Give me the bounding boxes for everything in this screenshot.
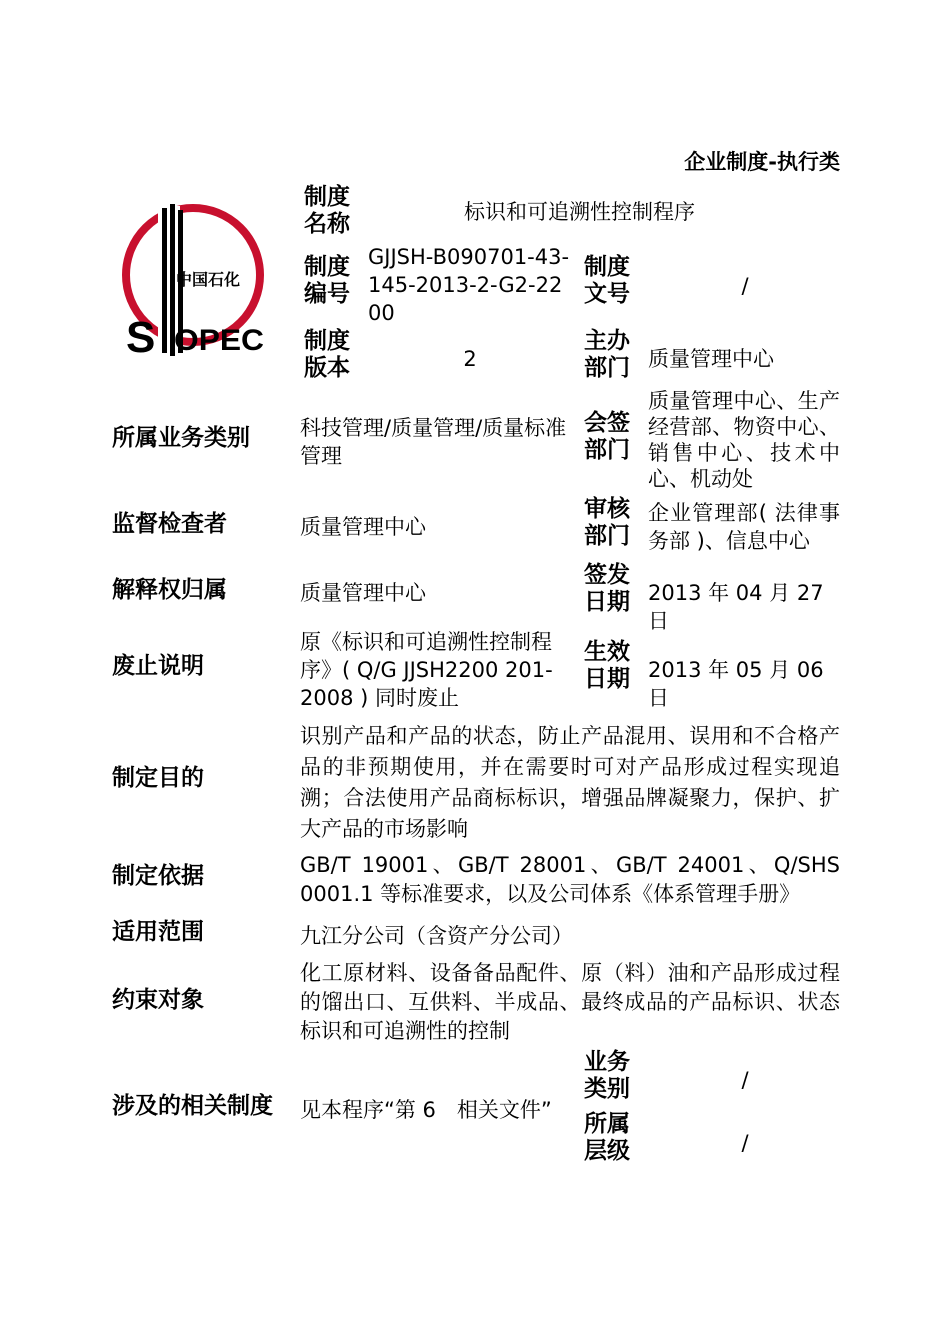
label-objects: 约束对象: [112, 987, 204, 1013]
label-level: 所属层级: [584, 1111, 630, 1164]
label-abolish: 废止说明: [112, 653, 204, 679]
value-purpose: 识别产品和产品的状态，防止产品混用、误用和不合格产品的非预期使用，并在需要时可对产品形成过程实现追溯；合法使用产品商标标识，增强品牌凝聚力，保护、扩大产品的市场影响: [300, 724, 840, 841]
label-host-dept: 主办部门: [584, 328, 630, 381]
value-issue-date: 2013 年 04 月 27 日: [648, 581, 824, 633]
sinopec-logo: [118, 200, 268, 360]
svg-text:S: S: [126, 313, 156, 360]
label-related: 涉及的相关制度: [112, 1093, 273, 1119]
label-version: 制度版本: [304, 328, 350, 381]
label-issue-date: 签发日期: [584, 562, 630, 615]
label-countersign: 会签部门: [584, 410, 630, 463]
logo-chinese-text: 中国石化: [176, 270, 241, 289]
label-scope: 适用范围: [112, 919, 204, 945]
value-version: 2: [463, 347, 477, 371]
sinopec-logo-graphic: [118, 200, 268, 360]
label-number: 制度编号: [304, 254, 350, 307]
value-basis: GB/T 19001、GB/T 28001、GB/T 24001、Q/SHS 0001.1 等标准要求，以及公司体系《体系管理手册》: [300, 853, 840, 906]
value-doc-no: /: [741, 274, 749, 298]
label-supervisor: 监督检查者: [112, 511, 227, 537]
value-supervisor: 质量管理中心: [300, 515, 426, 539]
value-number: GJJSH-B090701-43-145-2013-2-G2-2200: [368, 245, 570, 325]
value-business-type: 科技管理/质量管理/质量标准管理: [300, 416, 567, 468]
value-host-dept: 质量管理中心: [648, 347, 774, 371]
label-name: 制度名称: [304, 184, 350, 237]
value-scope: 九江分公司（含资产分公司）: [300, 924, 573, 948]
value-biz-category: /: [741, 1068, 749, 1092]
label-effective-date: 生效日期: [584, 639, 630, 692]
value-abolish: 原《标识和可追溯性控制程序》( Q/G JJSH2200 201-2008 ) 同时废止: [300, 630, 553, 710]
label-basis: 制定依据: [112, 863, 204, 889]
label-interpretation: 解释权归属: [112, 577, 227, 603]
document-category: 企业制度-执行类: [684, 150, 840, 174]
label-business-type: 所属业务类别: [112, 425, 250, 451]
label-purpose: 制定目的: [112, 765, 204, 791]
value-name: 标识和可追溯性控制程序: [464, 200, 695, 224]
label-doc-no: 制度文号: [584, 254, 630, 307]
svg-text:OPEC: OPEC: [174, 324, 264, 357]
value-related: 见本程序“第 6 相关文件”: [300, 1098, 552, 1122]
value-effective-date: 2013 年 05 月 06 日: [648, 658, 824, 710]
label-review-dept: 审核部门: [584, 496, 630, 549]
value-level: /: [741, 1131, 749, 1155]
label-biz-category: 业务类别: [584, 1049, 630, 1102]
value-interpretation: 质量管理中心: [300, 581, 426, 605]
value-countersign: 质量管理中心、生产经营部、物资中心、销售中心、技术中心、机动处: [648, 389, 840, 491]
value-review-dept: 企业管理部( 法律事务部 )、信息中心: [648, 501, 840, 553]
value-objects: 化工原材料、设备备品配件、原（料）油和产品形成过程的馏出口、互供料、半成品、最终成品的产品标识、状态标识和可追溯性的控制: [300, 961, 840, 1043]
